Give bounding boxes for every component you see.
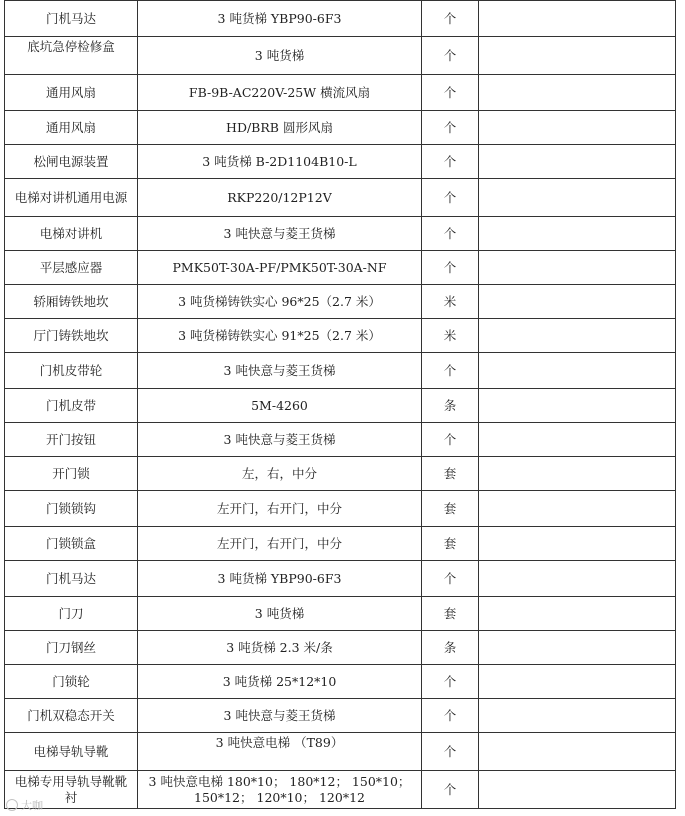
part-spec-cell: 3 吨快意与菱王货梯	[138, 353, 422, 389]
empty-cell	[479, 251, 676, 285]
part-spec-cell: 3 吨货梯 B-2D1104B10-L	[138, 145, 422, 179]
empty-cell	[479, 665, 676, 699]
part-name-cell: 电梯对讲机	[5, 217, 138, 251]
part-unit-cell: 套	[422, 457, 479, 491]
table-row	[5, 285, 676, 319]
part-name-cell: 门机皮带轮	[5, 353, 138, 389]
empty-cell	[479, 527, 676, 561]
part-unit-cell: 个	[422, 561, 479, 597]
part-unit-cell: 个	[422, 665, 479, 699]
part-unit-cell: 个	[422, 699, 479, 733]
part-spec-cell: PMK50T-30A-PF/PMK50T-30A-NF	[138, 251, 422, 285]
part-name-cell: 开门按钮	[5, 423, 138, 457]
table-row	[5, 491, 676, 527]
part-spec-cell: 3 吨货梯铸铁实心 96*25（2.7 米）	[138, 285, 422, 319]
part-name-cell: 门刀	[5, 597, 138, 631]
empty-cell	[479, 37, 676, 75]
part-name-cell: 门机马达	[5, 1, 138, 37]
part-unit-cell: 套	[422, 527, 479, 561]
part-unit-cell: 个	[422, 733, 479, 771]
part-unit-cell: 条	[422, 631, 479, 665]
part-name-cell: 门机双稳态开关	[5, 699, 138, 733]
table-row	[5, 423, 676, 457]
table-row	[5, 319, 676, 353]
part-spec-cell: FB-9B-AC220V-25W 横流风扇	[138, 75, 422, 111]
part-unit-cell: 个	[422, 75, 479, 111]
part-spec-cell: 左开门，右开门，中分	[138, 527, 422, 561]
part-spec-cell: 3 吨快意与菱王货梯	[138, 423, 422, 457]
table-row	[5, 251, 676, 285]
table-row	[5, 527, 676, 561]
part-unit-cell: 条	[422, 389, 479, 423]
empty-cell	[479, 457, 676, 491]
part-spec-cell: 3 吨货梯	[138, 597, 422, 631]
empty-cell	[479, 285, 676, 319]
table-row	[5, 353, 676, 389]
part-unit-cell: 米	[422, 319, 479, 353]
empty-cell	[479, 699, 676, 733]
watermark	[6, 797, 43, 813]
empty-cell	[479, 179, 676, 217]
table-row	[5, 561, 676, 597]
part-name-cell: 门锁锁盒	[5, 527, 138, 561]
part-name-cell: 电梯导轨导靴	[5, 733, 138, 771]
part-unit-cell: 个	[422, 179, 479, 217]
part-spec-cell: 3 吨快意与菱王货梯	[138, 217, 422, 251]
part-name-cell: 开门锁	[5, 457, 138, 491]
part-spec-cell: 3 吨货梯 2.3 米/条	[138, 631, 422, 665]
table-row	[5, 699, 676, 733]
empty-cell	[479, 353, 676, 389]
part-spec-cell: RKP220/12P12V	[138, 179, 422, 217]
empty-cell	[479, 491, 676, 527]
empty-cell	[479, 111, 676, 145]
table-row	[5, 217, 676, 251]
watermark-text: 大咖	[21, 799, 43, 812]
empty-cell	[479, 771, 676, 809]
part-unit-cell: 个	[422, 145, 479, 179]
part-name-cell: 门锁锁钩	[5, 491, 138, 527]
table-row	[5, 631, 676, 665]
part-unit-cell: 个	[422, 353, 479, 389]
part-name-cell: 门刀钢丝	[5, 631, 138, 665]
empty-cell	[479, 561, 676, 597]
part-unit-cell: 个	[422, 1, 479, 37]
table-row	[5, 771, 676, 809]
part-spec-cell: HD/BRB 圆形风扇	[138, 111, 422, 145]
table-row	[5, 665, 676, 699]
part-name-cell: 通用风扇	[5, 111, 138, 145]
table-row	[5, 1, 676, 37]
table-row	[5, 389, 676, 423]
part-unit-cell: 个	[422, 37, 479, 75]
part-unit-cell: 个	[422, 771, 479, 809]
empty-cell	[479, 597, 676, 631]
empty-cell	[479, 631, 676, 665]
part-name-cell: 松闸电源装置	[5, 145, 138, 179]
part-unit-cell: 套	[422, 491, 479, 527]
part-spec-cell: 3 吨货梯 25*12*10	[138, 665, 422, 699]
table-row	[5, 111, 676, 145]
watermark-logo-icon	[6, 799, 18, 811]
part-spec-cell: 左开门，右开门，中分	[138, 491, 422, 527]
table-row	[5, 733, 676, 771]
part-spec-cell: 3 吨货梯 YBP90-6F3	[138, 1, 422, 37]
part-name-cell: 通用风扇	[5, 75, 138, 111]
empty-cell	[479, 389, 676, 423]
empty-cell	[479, 423, 676, 457]
part-name-cell: 门锁轮	[5, 665, 138, 699]
part-spec-cell: 3 吨货梯铸铁实心 91*25（2.7 米）	[138, 319, 422, 353]
empty-cell	[479, 75, 676, 111]
empty-cell	[479, 1, 676, 37]
part-spec-cell: 3 吨快意与菱王货梯	[138, 699, 422, 733]
part-unit-cell: 个	[422, 217, 479, 251]
empty-cell	[479, 319, 676, 353]
empty-cell	[479, 733, 676, 771]
empty-cell	[479, 145, 676, 179]
part-unit-cell: 个	[422, 111, 479, 145]
table-row	[5, 145, 676, 179]
part-unit-cell: 个	[422, 251, 479, 285]
table-row	[5, 457, 676, 491]
part-name-cell: 门机皮带	[5, 389, 138, 423]
table-row	[5, 597, 676, 631]
part-spec-cell: 3 吨快意电梯 180*10； 180*12； 150*10； 150*12； 120*10； 120*12	[138, 771, 422, 809]
part-name-cell: 平层感应器	[5, 251, 138, 285]
parts-table	[4, 0, 676, 809]
part-spec-cell: 3 吨货梯	[138, 37, 422, 75]
part-name-cell: 底坑急停检修盒	[5, 37, 138, 75]
part-unit-cell: 套	[422, 597, 479, 631]
part-spec-cell: 5M-4260	[138, 389, 422, 423]
part-name-cell: 电梯专用导轨导靴靴衬	[5, 771, 138, 809]
part-spec-cell: 3 吨货梯 YBP90-6F3	[138, 561, 422, 597]
table-row	[5, 179, 676, 217]
parts-table-body	[5, 1, 676, 809]
part-name-cell: 门机马达	[5, 561, 138, 597]
empty-cell	[479, 217, 676, 251]
table-row	[5, 37, 676, 75]
table-row	[5, 75, 676, 111]
part-spec-cell: 3 吨快意电梯 （T89）	[138, 733, 422, 771]
part-unit-cell: 米	[422, 285, 479, 319]
part-name-cell: 电梯对讲机通用电源	[5, 179, 138, 217]
part-spec-cell: 左，右，中分	[138, 457, 422, 491]
part-unit-cell: 个	[422, 423, 479, 457]
part-name-cell: 厅门铸铁地坎	[5, 319, 138, 353]
part-name-cell: 轿厢铸铁地坎	[5, 285, 138, 319]
